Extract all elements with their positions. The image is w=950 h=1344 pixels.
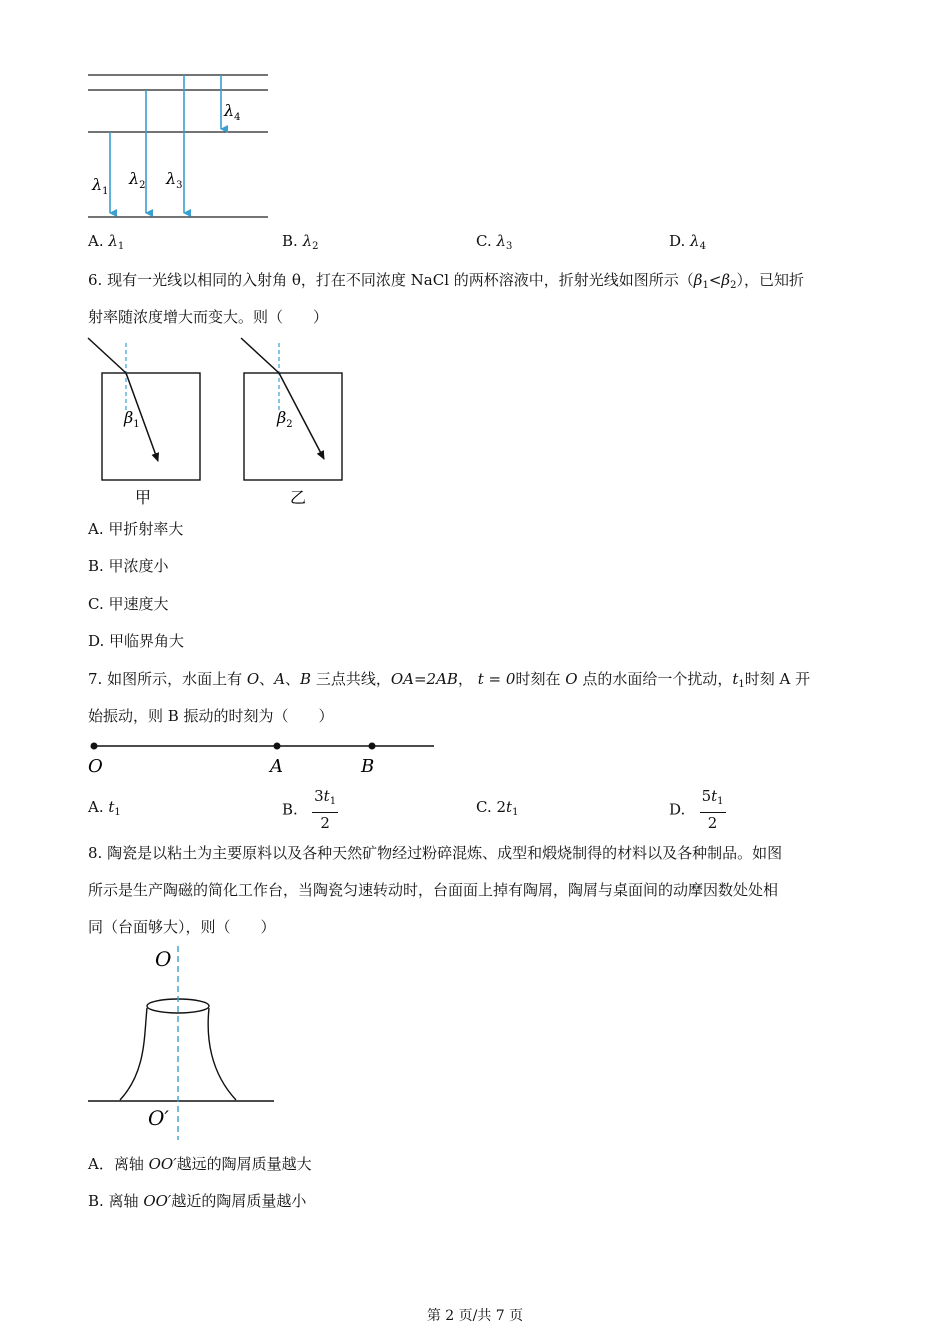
- q5-option-a: A. $\lambda_1$: [88, 232, 125, 252]
- beaker-yi: [244, 373, 342, 480]
- pottery-body-left: [120, 1008, 147, 1100]
- q7-stem-line1: 7. 如图所示，水面上有 O、A、B 三点共线，OA=2AB， t = 0时刻在 O 点的水面给一个扰动，$t_1$时刻 A 开: [88, 670, 811, 690]
- q6-stem-line2: 射率随浓度增大而变大。则（ ）: [88, 308, 329, 326]
- label-lambda-4: $\lambda_4$: [224, 101, 241, 123]
- q6-option-b: B. 甲浓度小: [88, 557, 169, 575]
- incident-ray-jia: [88, 338, 126, 373]
- energy-level-diagram: [80, 66, 280, 226]
- q5-option-b: B. $\lambda_2$: [282, 232, 319, 252]
- label-O: O: [88, 756, 103, 777]
- incident-ray-yi: [241, 338, 279, 373]
- q8-stem-line1: 8. 陶瓷是以粘土为主要原料以及各种天然矿物经过粉碎混炼、成型和煅烧制得的材料以及各种制品。如图: [88, 844, 783, 862]
- label-beta2: $\beta_2$: [277, 408, 293, 430]
- q7-stem-line2: 始振动，则 B 振动的时刻为（ ）: [88, 707, 334, 725]
- label-jia: 甲: [134, 488, 152, 507]
- label-A: A: [270, 756, 283, 777]
- pottery-body-right: [208, 1008, 236, 1100]
- label-B: B: [361, 756, 375, 777]
- label-lambda-1: $\lambda_1$: [92, 175, 109, 197]
- point-B: [369, 743, 376, 750]
- label-axis-bottom: O′: [148, 1106, 169, 1130]
- refraction-diagram: [82, 333, 362, 513]
- point-A: [274, 743, 281, 750]
- q5-option-d: D. $\lambda_4$: [669, 232, 706, 252]
- point-O: [91, 743, 98, 750]
- q5-option-c: C. $\lambda_3$: [476, 232, 513, 252]
- q8-option-b: B. 离轴 OO′越近的陶屑质量越小: [88, 1192, 307, 1210]
- label-yi: 乙: [289, 488, 307, 507]
- water-line-diagram: [84, 734, 444, 780]
- fraction-3t1-over-2: $\frac{3t_1}{2}$: [314, 787, 337, 832]
- q7-option-a: A. $t_1$: [88, 798, 121, 818]
- q6-stem-line1: 6. 现有一光线以相同的入射角 θ，打在不同浓度 NaCl 的两杯溶液中，折射光线如图所示$(\beta_1<\beta_2)$，已知折: [88, 271, 804, 291]
- label-axis-top: O: [155, 947, 172, 971]
- fraction-5t1-over-2: $\frac{5t_1}{2}$: [701, 787, 724, 832]
- q7-option-c: C. $2t_1$: [476, 798, 519, 818]
- label-lambda-3: $\lambda_3$: [166, 169, 183, 191]
- q8-stem-line2: 所示是生产陶磁的简化工作台，当陶瓷匀速转动时，台面面上掉有陶屑，陶屑与桌面间的动摩因数处处相: [88, 881, 779, 899]
- pottery-wheel-diagram: [80, 942, 290, 1142]
- q6-option-c: C. 甲速度大: [88, 595, 169, 613]
- q6-option-d: D. 甲临界角大: [88, 632, 185, 650]
- label-lambda-2: $\lambda_2$: [129, 169, 146, 191]
- q7-option-b: B. $\frac{3t_1}{2}$: [282, 787, 337, 832]
- label-beta1: $\beta_1$: [124, 408, 140, 430]
- q8-option-a: A．离轴 OO′越远的陶屑质量越大: [88, 1155, 312, 1173]
- page-footer: 第 2 页/共 7 页: [426, 1308, 524, 1324]
- q6-option-a: A. 甲折射率大: [88, 520, 184, 538]
- q7-option-d: D. $\frac{5t_1}{2}$: [669, 787, 724, 832]
- q8-stem-line3: 同（台面够大），则（ ）: [88, 918, 276, 936]
- beaker-jia: [102, 373, 200, 480]
